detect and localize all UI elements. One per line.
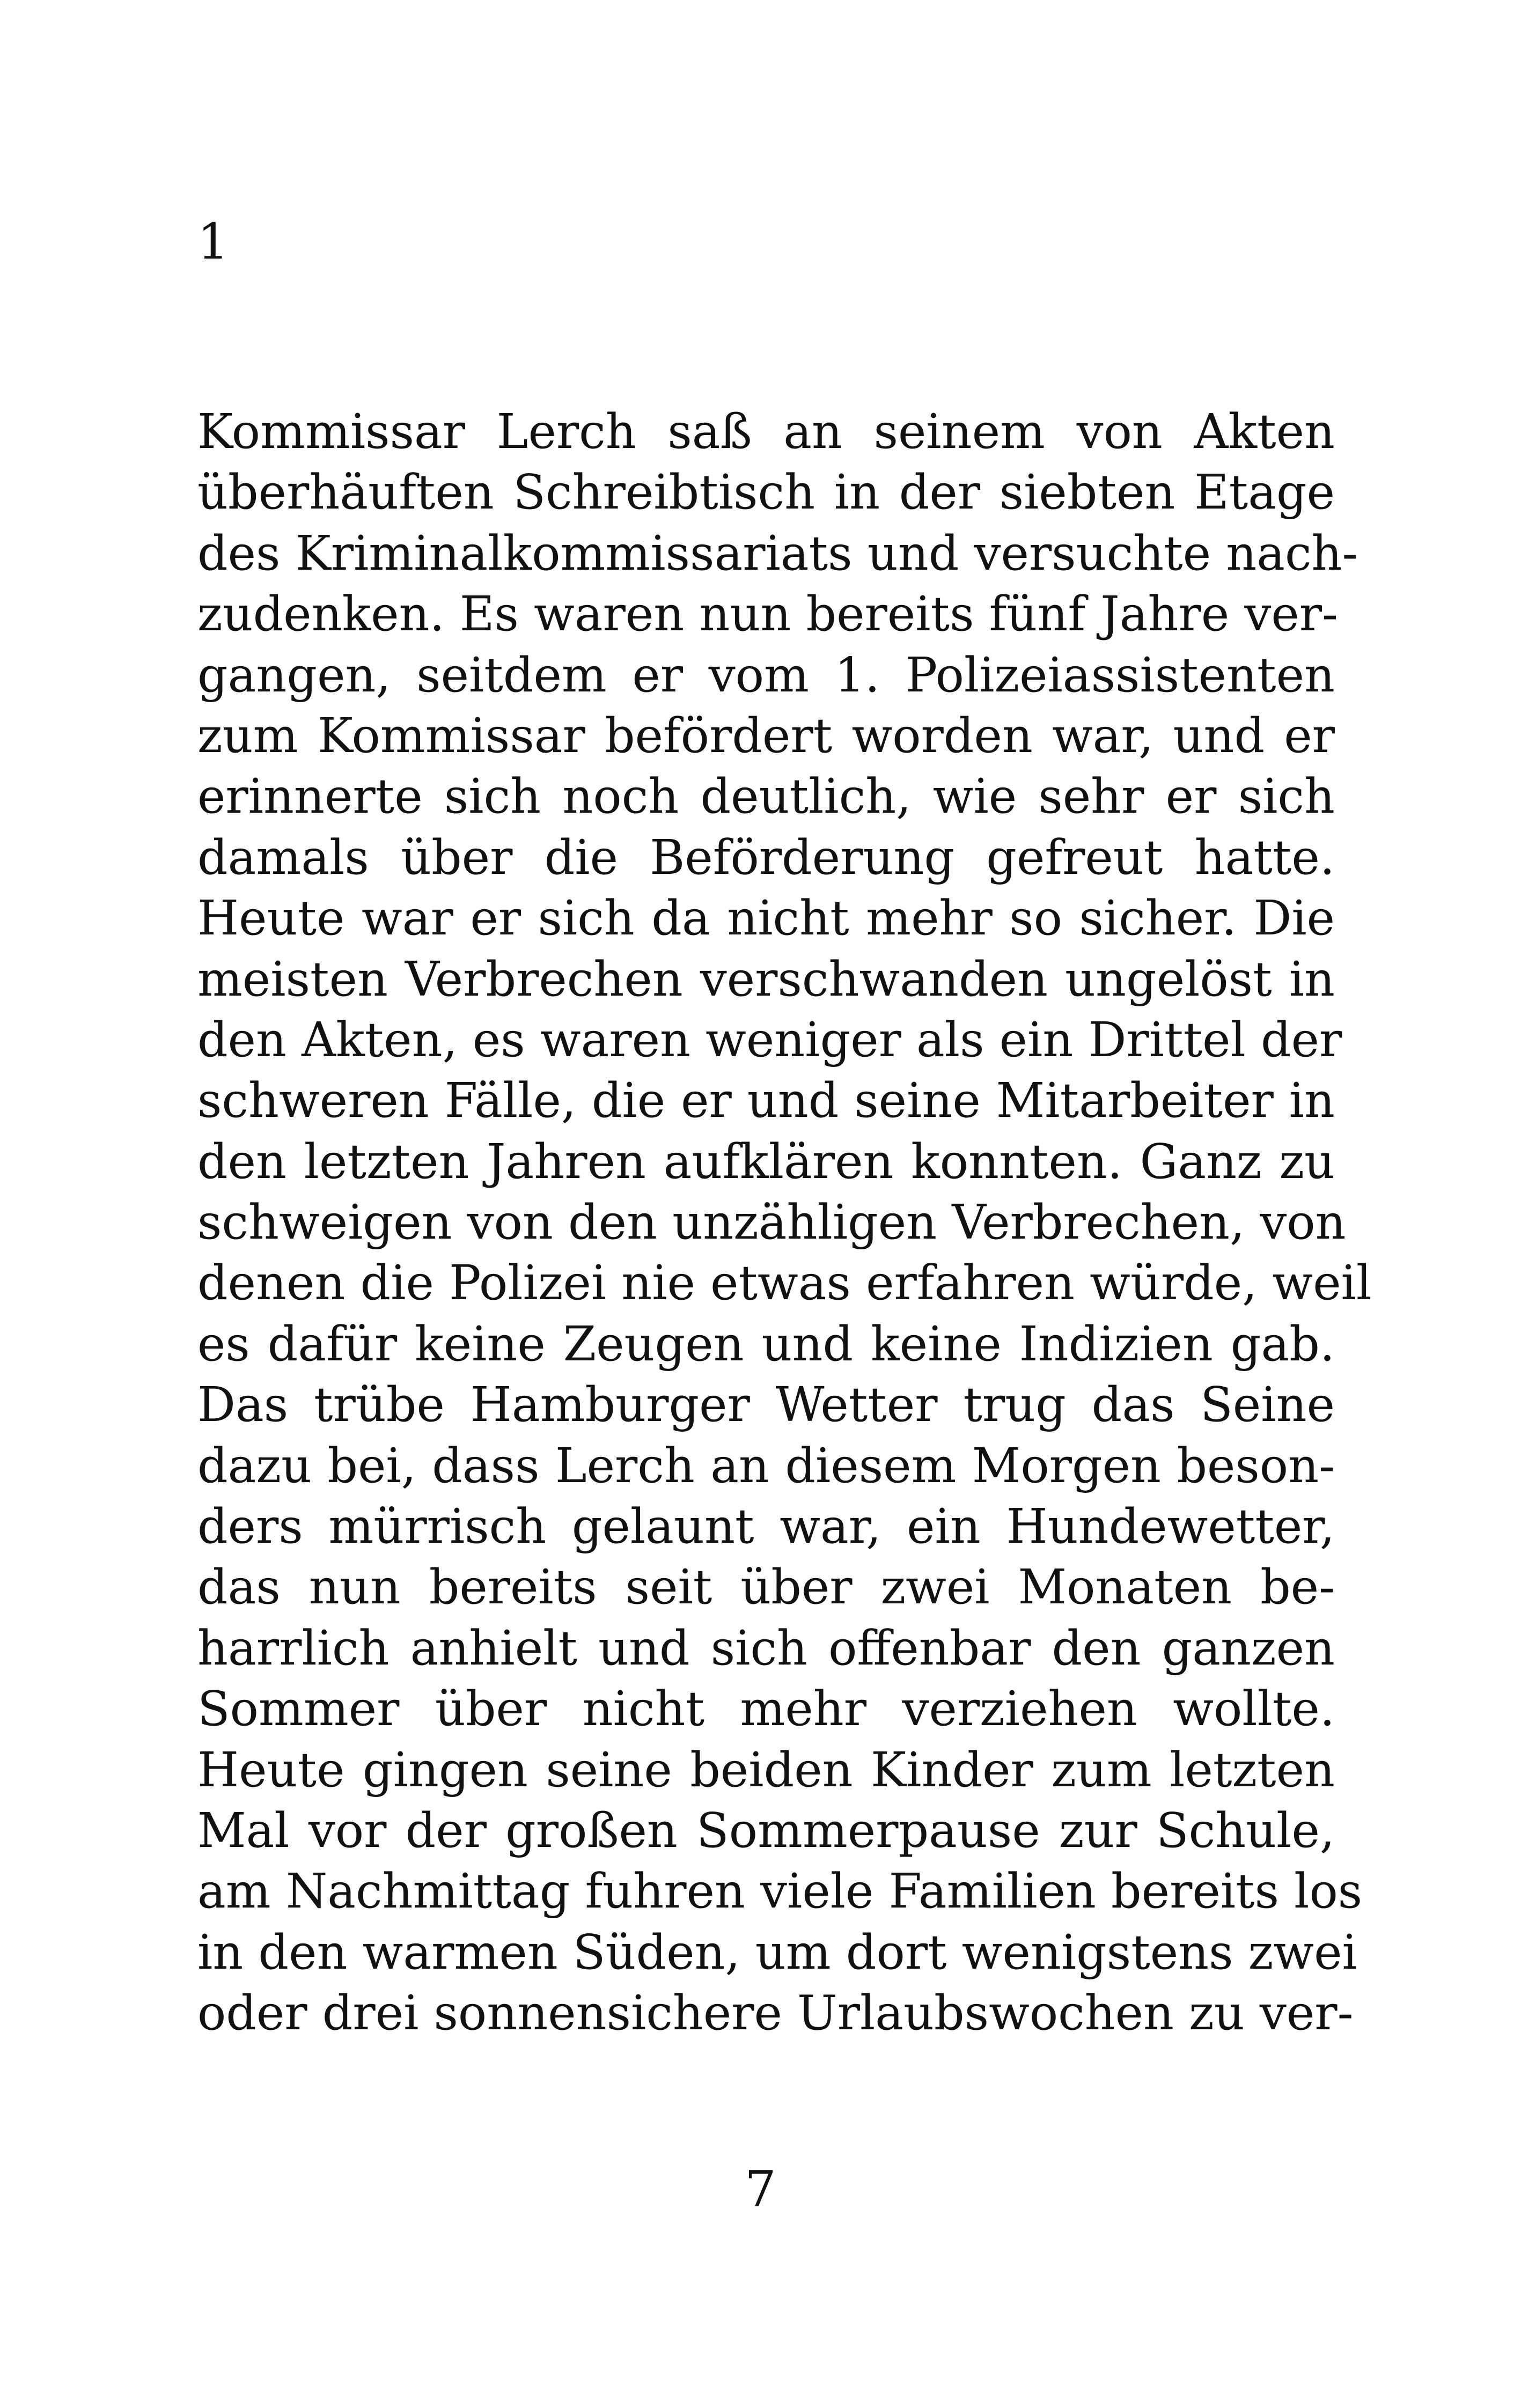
text-line: überhäuften Schreibtisch in der siebten Etage	[197, 465, 1335, 520]
text-line: meisten Verbrechen verschwanden ungelöst in	[197, 951, 1335, 1007]
text-line: oder drei sonnensichere Urlaubswochen zu ver-	[197, 1985, 1354, 2041]
text-line: ders mürrisch gelaunt war, ein Hundewetter,	[197, 1499, 1335, 1555]
text-line: schweren Fälle, die er und seine Mitarbeiter in	[197, 1073, 1335, 1129]
text-line: Mal vor der großen Sommerpause zur Schule,	[197, 1802, 1335, 1858]
text-line: zudenken. Es waren nun bereits fünf Jahre ver-	[197, 586, 1338, 642]
text-line: Heute gingen seine beiden Kinder zum letzten	[197, 1742, 1335, 1798]
text-line: den letzten Jahren aufklären konnten. Ganz zu	[197, 1133, 1335, 1189]
text-line: das nun bereits seit über zwei Monaten be-	[197, 1559, 1335, 1615]
text-line: gangen, seitdem er vom 1. Polizeiassistenten	[197, 647, 1335, 703]
text-line: zum Kommissar befördert worden war, und er	[197, 708, 1335, 763]
text-line: Das trübe Hamburger Wetter trug das Seine	[197, 1377, 1335, 1433]
text-line: Kommissar Lerch saß an seinem von Akten	[197, 404, 1335, 459]
text-line: denen die Polizei nie etwas erfahren würde, weil	[197, 1255, 1372, 1311]
chapter-body-text	[197, 401, 1372, 2044]
text-line: harrlich anhielt und sich offenbar den ganzen	[197, 1620, 1335, 1676]
chapter-number: 1	[197, 213, 229, 270]
text-line: in den warmen Süden, um dort wenigstens zwei	[197, 1924, 1357, 1980]
text-line: den Akten, es waren weniger als ein Drittel der	[197, 1012, 1342, 1067]
text-line: damals über die Beförderung gefreut hatte.	[197, 829, 1335, 885]
text-line: dazu bei, dass Lerch an diesem Morgen beson-	[197, 1438, 1335, 1493]
text-line: Sommer über nicht mehr verziehen wollte.	[197, 1681, 1335, 1737]
page-number: 7	[745, 2160, 776, 2218]
text-line: erinnerte sich noch deutlich, wie sehr er sich	[197, 769, 1335, 824]
text-line: Heute war er sich da nicht mehr so sicher. Die	[197, 890, 1335, 946]
text-line: am Nachmittag fuhren viele Familien bereits los	[197, 1864, 1363, 1919]
text-line: des Kriminalkommissariats und versuchte nach-	[197, 525, 1358, 581]
text-line: schweigen von den unzähligen Verbrechen, von	[197, 1195, 1346, 1250]
text-line: es dafür keine Zeugen und keine Indizien gab.	[197, 1316, 1335, 1372]
